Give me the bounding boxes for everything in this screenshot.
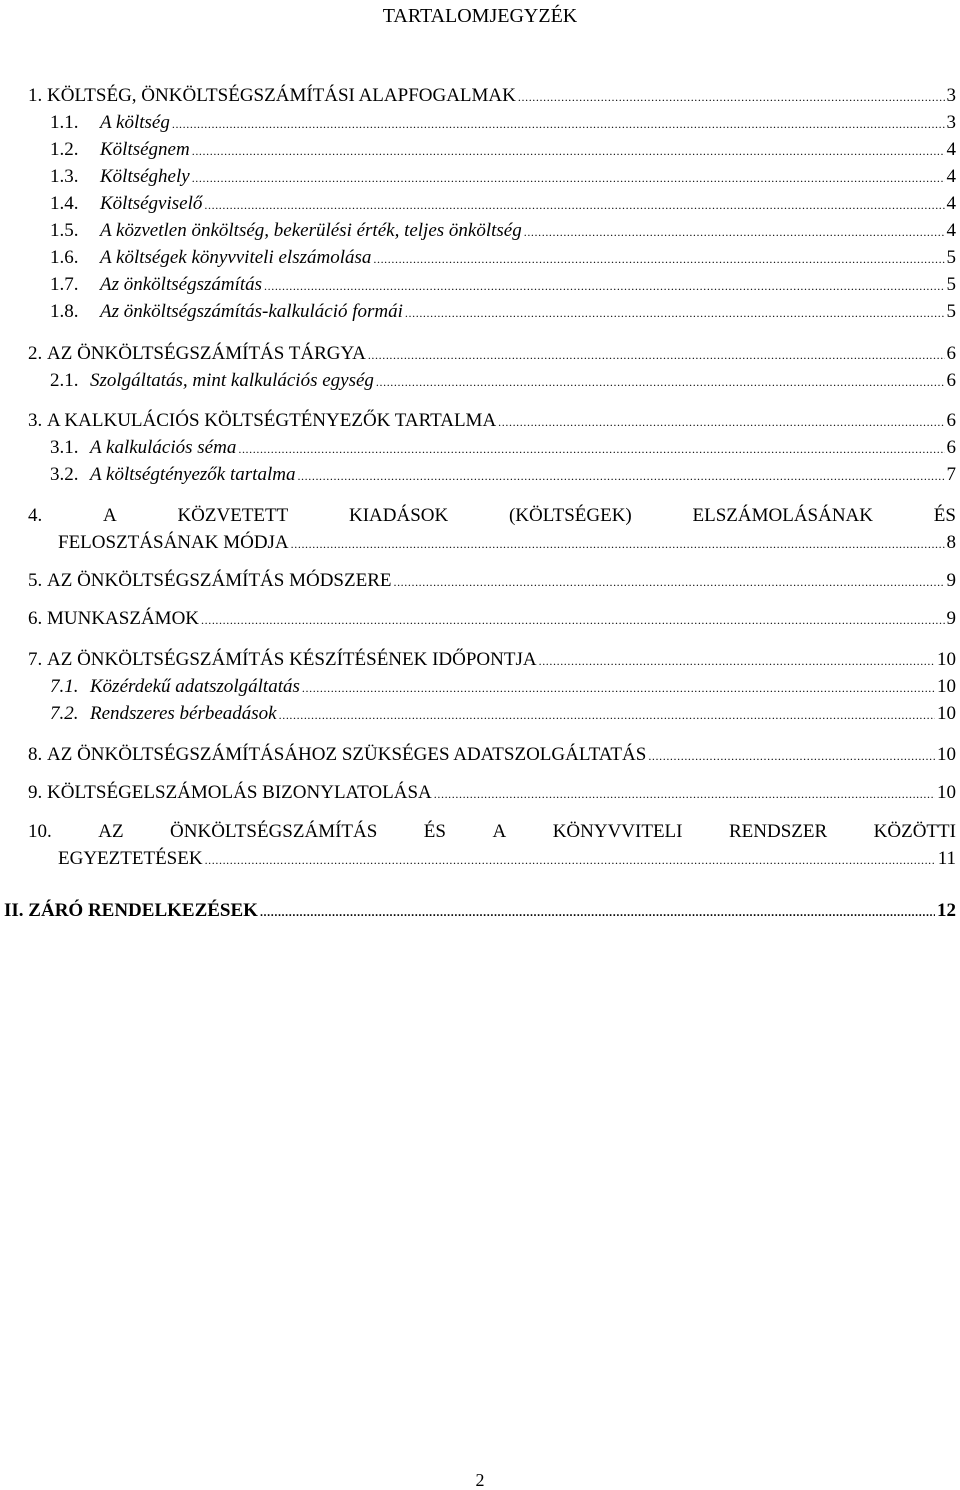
entry-title: MUNKASZÁMOK bbox=[47, 608, 200, 629]
entry-number: 3.2. bbox=[50, 464, 79, 485]
entry-word: A bbox=[102, 505, 117, 526]
entry-title: A költségek könyvviteli elszámolása bbox=[100, 247, 372, 268]
entry-title: A költségtényezők tartalma bbox=[90, 464, 296, 485]
page-number: 2 bbox=[475, 1470, 485, 1490]
entry-word: ÖNKÖLTSÉGSZÁMÍTÁS bbox=[170, 821, 378, 842]
entry-word: ÉS bbox=[423, 821, 446, 842]
dot-leader bbox=[279, 702, 935, 727]
entry-page: 6 bbox=[946, 370, 956, 391]
entry-page: 3 bbox=[946, 85, 956, 106]
entry-number: 4. bbox=[28, 505, 43, 526]
page-title: TARTALOMJEGYZÉK bbox=[382, 5, 578, 27]
entry-number: 1. bbox=[28, 85, 43, 106]
entry-title: AZ ÖNKÖLTSÉGSZÁMÍTÁS MÓDSZERE bbox=[47, 570, 392, 591]
entry-number: 1.4. bbox=[50, 193, 79, 214]
toc-entry-10-line1[interactable] bbox=[28, 820, 956, 844]
entry-number: 1.1. bbox=[50, 112, 79, 133]
entry-number: 3.1. bbox=[50, 437, 79, 458]
entry-page: 4 bbox=[946, 193, 956, 214]
entry-title: FELOSZTÁSÁNAK MÓDJA bbox=[58, 532, 289, 553]
toc-entry-3-2[interactable] bbox=[50, 463, 956, 488]
dot-leader bbox=[264, 273, 944, 298]
entry-page: 12 bbox=[937, 900, 956, 921]
toc-entry-2-1[interactable] bbox=[50, 369, 956, 394]
dot-leader bbox=[297, 463, 944, 488]
toc-entry-1-3[interactable] bbox=[50, 165, 956, 190]
dot-leader bbox=[238, 436, 944, 461]
entry-title: AZ ÖNKÖLTSÉGSZÁMÍTÁSÁHOZ SZÜKSÉGES ADATSZOLGÁLTATÁS bbox=[47, 744, 647, 765]
dot-leader bbox=[498, 409, 944, 434]
entry-number: 7. bbox=[28, 649, 43, 670]
entry-title: Szolgáltatás, mint kalkulációs egység bbox=[90, 370, 374, 391]
dot-leader bbox=[376, 369, 945, 394]
entry-number: 6. bbox=[28, 608, 43, 629]
entry-word: KÖNYVVITELI bbox=[552, 821, 683, 842]
entry-number: 1.3. bbox=[50, 166, 79, 187]
entry-word: AZ bbox=[98, 821, 124, 842]
toc-entry-4-line2[interactable] bbox=[58, 531, 956, 556]
entry-page: 10 bbox=[937, 649, 956, 670]
dot-leader bbox=[434, 781, 935, 806]
entry-title: AZ ÖNKÖLTSÉGSZÁMÍTÁS KÉSZÍTÉSÉNEK IDŐPONTJA bbox=[47, 649, 537, 670]
toc-entry-II[interactable] bbox=[4, 899, 956, 924]
entry-page: 11 bbox=[937, 848, 956, 869]
entry-number: 8. bbox=[28, 744, 43, 765]
dot-leader bbox=[393, 569, 944, 594]
toc-entry-1-5[interactable] bbox=[50, 219, 956, 244]
toc-entry-1-8[interactable] bbox=[50, 300, 956, 325]
entry-page: 6 bbox=[946, 410, 956, 431]
entry-page: 8 bbox=[946, 532, 956, 553]
entry-title: Az önköltségszámítás bbox=[100, 274, 263, 295]
entry-title: Rendszeres bérbeadások bbox=[90, 703, 277, 724]
toc-entry-1-2[interactable] bbox=[50, 138, 956, 163]
toc-entry-4-line1[interactable] bbox=[28, 504, 956, 528]
entry-page: 10 bbox=[937, 744, 956, 765]
dot-leader bbox=[204, 192, 944, 217]
entry-page: 4 bbox=[946, 166, 956, 187]
entry-title: Az önköltségszámítás-kalkuláció formái bbox=[100, 301, 403, 322]
dot-leader bbox=[192, 165, 945, 190]
toc-entry-1[interactable] bbox=[28, 84, 956, 109]
entry-title: A kalkulációs séma bbox=[90, 437, 237, 458]
dot-leader bbox=[291, 531, 945, 556]
entry-page: 5 bbox=[946, 247, 956, 268]
entry-number: 1.8. bbox=[50, 301, 79, 322]
dot-leader bbox=[368, 342, 945, 367]
entry-title: Költségnem bbox=[100, 139, 190, 160]
entry-word: KIADÁSOK bbox=[349, 505, 449, 526]
toc-entry-7-1[interactable] bbox=[50, 675, 956, 700]
entry-number: II. bbox=[4, 900, 24, 921]
entry-page: 9 bbox=[946, 570, 956, 591]
entry-number: 1.7. bbox=[50, 274, 79, 295]
entry-title: AZ ÖNKÖLTSÉGSZÁMÍTÁS TÁRGYA bbox=[47, 343, 366, 364]
entry-page: 4 bbox=[946, 220, 956, 241]
entry-page: 7 bbox=[946, 464, 956, 485]
entry-page: 5 bbox=[946, 274, 956, 295]
entry-number: 2. bbox=[28, 343, 43, 364]
toc-entry-2[interactable] bbox=[28, 342, 956, 367]
dot-leader bbox=[172, 111, 945, 136]
entry-number: 9. bbox=[28, 782, 43, 803]
entry-number: 1.5. bbox=[50, 220, 79, 241]
entry-word: A bbox=[492, 821, 507, 842]
entry-word: RENDSZER bbox=[728, 821, 828, 842]
dot-leader bbox=[539, 648, 935, 673]
entry-title: Közérdekű adatszolgáltatás bbox=[90, 676, 300, 697]
entry-number: 2.1. bbox=[50, 370, 79, 391]
dot-leader bbox=[192, 138, 945, 163]
entry-title: A költség bbox=[100, 112, 170, 133]
toc-entry-7[interactable] bbox=[28, 648, 956, 673]
entry-page: 6 bbox=[946, 437, 956, 458]
entry-title: A KALKULÁCIÓS KÖLTSÉGTÉNYEZŐK TARTALMA bbox=[47, 410, 497, 431]
entry-page: 5 bbox=[946, 301, 956, 322]
toc-entry-10-line2[interactable] bbox=[58, 847, 956, 872]
entry-title: Költségviselő bbox=[100, 193, 203, 214]
toc-entry-6[interactable] bbox=[28, 607, 956, 632]
dot-leader bbox=[648, 743, 935, 768]
entry-word: KÖZVETETT bbox=[177, 505, 289, 526]
entry-page: 10 bbox=[937, 782, 956, 803]
toc-entry-7-2[interactable] bbox=[50, 702, 956, 727]
entry-title: Költséghely bbox=[100, 166, 190, 187]
entry-number: 5. bbox=[28, 570, 43, 591]
toc-entry-8[interactable] bbox=[28, 743, 956, 768]
entry-title: ZÁRÓ RENDELKEZÉSEK bbox=[28, 900, 258, 921]
entry-page: 10 bbox=[937, 703, 956, 724]
dot-leader bbox=[524, 219, 945, 244]
entry-number: 7.2. bbox=[50, 703, 79, 724]
dot-leader bbox=[205, 847, 936, 872]
dot-leader bbox=[302, 675, 935, 700]
entry-title: KÖLTSÉGELSZÁMOLÁS BIZONYLATOLÁSA bbox=[47, 782, 432, 803]
entry-number: 10. bbox=[28, 821, 52, 842]
entry-word: (KÖLTSÉGEK) bbox=[508, 505, 632, 526]
dot-leader bbox=[201, 607, 944, 632]
entry-title: A közvetlen önköltség, bekerülési érték, teljes önköltség bbox=[100, 220, 522, 241]
dot-leader bbox=[518, 84, 945, 109]
toc-entry-3-1[interactable] bbox=[50, 436, 956, 461]
entry-page: 10 bbox=[937, 676, 956, 697]
entry-page: 3 bbox=[946, 112, 956, 133]
entry-number: 7.1. bbox=[50, 676, 79, 697]
dot-leader bbox=[405, 300, 945, 325]
entry-page: 4 bbox=[946, 139, 956, 160]
entry-word: ELSZÁMOLÁSÁNAK bbox=[692, 505, 873, 526]
entry-number: 1.2. bbox=[50, 139, 79, 160]
entry-word: ÉS bbox=[933, 505, 956, 526]
dot-leader bbox=[373, 246, 944, 271]
toc-entry-5[interactable] bbox=[28, 569, 956, 594]
dot-leader bbox=[260, 899, 935, 924]
entry-number: 1.6. bbox=[50, 247, 79, 268]
entry-title: KÖLTSÉG, ÖNKÖLTSÉGSZÁMÍTÁSI ALAPFOGALMAK bbox=[47, 85, 516, 106]
toc-entry-9[interactable] bbox=[28, 781, 956, 806]
entry-page: 6 bbox=[946, 343, 956, 364]
entry-word: KÖZÖTTI bbox=[873, 821, 956, 842]
toc-entry-1-7[interactable] bbox=[50, 273, 956, 298]
toc-entry-1-4[interactable] bbox=[50, 192, 956, 217]
toc-entry-3[interactable] bbox=[28, 409, 956, 434]
entry-number: 3. bbox=[28, 410, 43, 431]
toc-entry-1-6[interactable] bbox=[50, 246, 956, 271]
entry-page: 9 bbox=[946, 608, 956, 629]
toc-entry-1-1[interactable] bbox=[50, 111, 956, 136]
entry-title: EGYEZTETÉSEK bbox=[58, 848, 203, 869]
